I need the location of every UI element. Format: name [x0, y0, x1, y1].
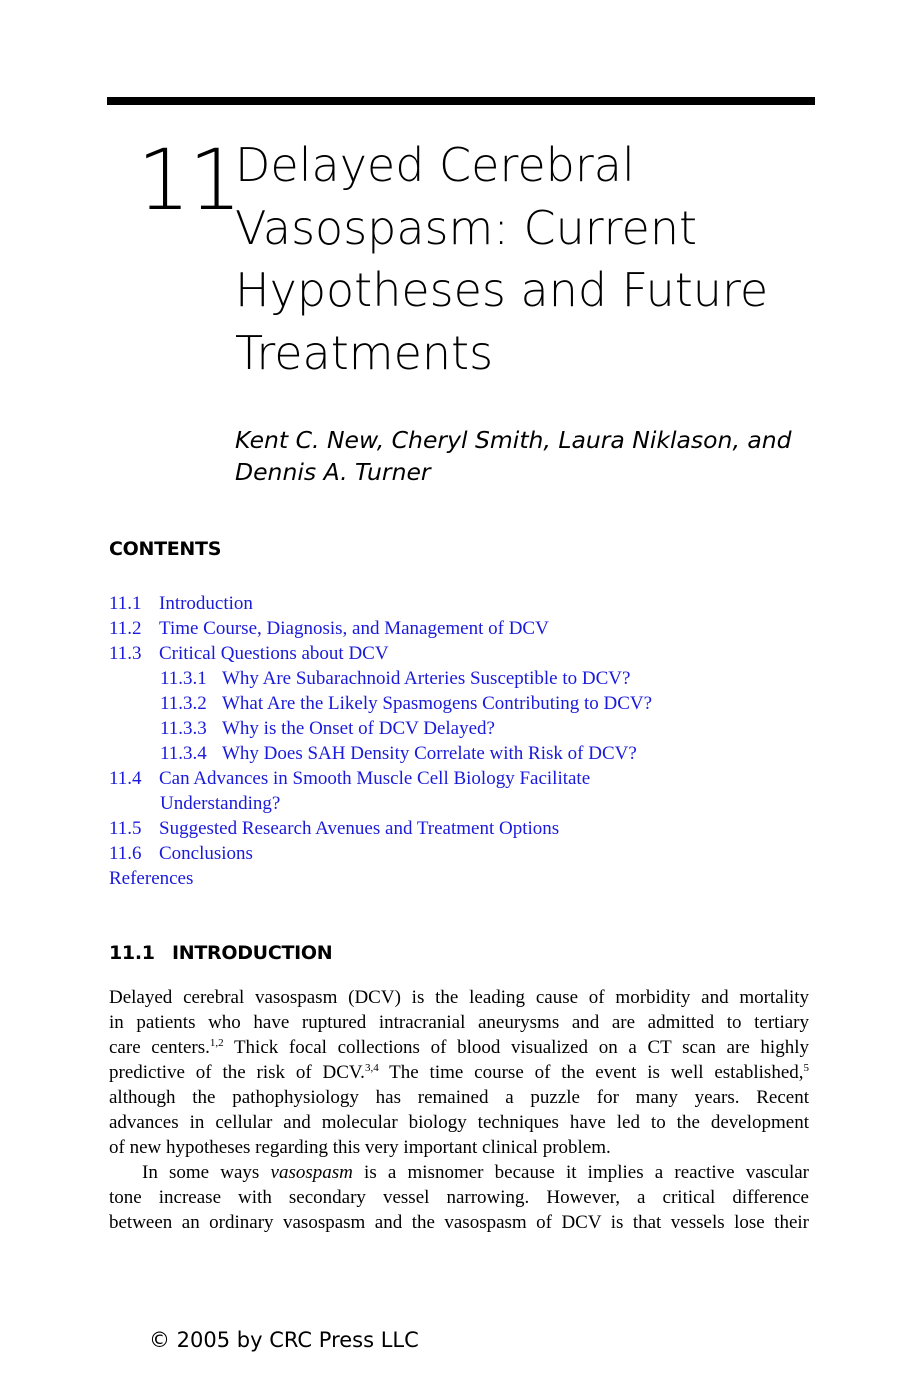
chapter-title: [235, 134, 835, 384]
authors-line: Dennis A. Turner: [235, 458, 431, 486]
citation-superscript: 3,4: [364, 1062, 379, 1074]
paragraph-line: [109, 1035, 809, 1060]
toc-number: 11.5: [109, 818, 142, 839]
chapter-title-line: Hypotheses and Future: [235, 263, 769, 317]
chapter-title-line: Vasospasm: Current: [235, 200, 698, 255]
toc-label: Critical Questions about DCV: [159, 643, 389, 664]
citation-superscript: 5: [803, 1062, 810, 1074]
toc-label: Can Advances in Smooth Muscle Cell Biology Facilitate: [159, 768, 591, 789]
citation-superscript: 1,2: [209, 1037, 224, 1049]
toc-link-11-3-1[interactable]: [109, 666, 829, 691]
toc-number: 11.3.2: [160, 693, 207, 714]
toc-link-11-5[interactable]: [109, 816, 829, 841]
toc-number: 11.3: [109, 643, 142, 664]
toc-link-11-3[interactable]: [109, 641, 829, 666]
toc-label: Why Does SAH Density Correlate with Risk of DCV?: [222, 743, 637, 764]
toc-label: Why Are Subarachnoid Arteries Susceptible to DCV?: [222, 668, 631, 689]
toc-link-11-4[interactable]: [109, 766, 829, 791]
toc-number: 11.3.4: [160, 743, 207, 764]
paragraph-line: advances in cellular and molecular biology techniques have led to the development: [109, 1112, 809, 1133]
paragraph-line: in patients who have ruptured intracranial aneurysms and are admitted to tertiary: [109, 1012, 809, 1033]
table-of-contents: [109, 591, 829, 891]
section-number: 11.1: [109, 942, 155, 964]
paragraph-line: Delayed cerebral vasospasm (DCV) is the leading cause of morbidity and mortality: [109, 987, 809, 1008]
toc-number: 11.1: [109, 593, 142, 614]
section-title: INTRODUCTION: [172, 942, 333, 964]
toc-link-11-4-continued[interactable]: [109, 791, 829, 816]
paragraph-line: between an ordinary vasospasm and the vasospasm of DCV is that vessels lose their: [109, 1212, 809, 1233]
toc-link-11-6[interactable]: [109, 841, 829, 866]
toc-label: What Are the Likely Spasmogens Contributing to DCV?: [222, 693, 653, 714]
copyright-footer: © 2005 by CRC Press LLC: [149, 1328, 419, 1352]
text-run: In some ways: [142, 1162, 271, 1183]
toc-number: 11.3.3: [160, 718, 207, 739]
toc-label: Introduction: [159, 593, 253, 614]
text-run: predictive of the risk of DCV.: [109, 1062, 365, 1083]
toc-label: References: [109, 868, 194, 889]
toc-number: 11.3.1: [160, 668, 207, 689]
chapter-title-line: Treatments: [235, 325, 494, 380]
body-text: [109, 985, 809, 1235]
toc-number: 11.2: [109, 618, 142, 639]
authors-line: Kent C. New, Cheryl Smith, Laura Niklason, and: [235, 426, 792, 454]
section-heading: [109, 942, 332, 964]
toc-link-11-1[interactable]: [109, 591, 829, 616]
text-run: is a misnomer because it implies a reactive vascular: [352, 1162, 810, 1183]
top-rule: [107, 97, 815, 105]
paragraph-line: [109, 1060, 809, 1085]
toc-label: Conclusions: [159, 843, 253, 864]
chapter-number: 11: [137, 131, 240, 229]
paragraph-line: tone increase with secondary vessel narrowing. However, a critical difference: [109, 1187, 809, 1208]
text-run: The time course of the event is well established,: [378, 1062, 804, 1083]
italic-term: vasospasm: [270, 1162, 353, 1183]
chapter-title-line: Delayed Cerebral: [235, 138, 635, 192]
toc-label: Why is the Onset of DCV Delayed?: [222, 718, 495, 739]
toc-link-11-2[interactable]: [109, 616, 829, 641]
toc-label: Understanding?: [160, 793, 281, 814]
contents-heading: CONTENTS: [109, 538, 222, 560]
toc-link-references[interactable]: [109, 866, 829, 891]
toc-number: 11.4: [109, 768, 142, 789]
toc-label: Suggested Research Avenues and Treatment Options: [159, 818, 560, 839]
toc-label: Time Course, Diagnosis, and Management of DCV: [159, 618, 549, 639]
toc-link-11-3-4[interactable]: [109, 741, 829, 766]
toc-link-11-3-3[interactable]: [109, 716, 829, 741]
paragraph-line: [109, 1160, 809, 1185]
toc-link-11-3-2[interactable]: [109, 691, 829, 716]
paragraph-line: of new hypotheses regarding this very important clinical problem.: [109, 1137, 611, 1158]
authors: [235, 424, 835, 488]
toc-number: 11.6: [109, 843, 142, 864]
paragraph-line: although the pathophysiology has remained a puzzle for many years. Recent: [109, 1087, 809, 1108]
text-run: care centers.: [109, 1037, 210, 1058]
text-run: Thick focal collections of blood visualized on a CT scan are highly: [223, 1037, 809, 1058]
